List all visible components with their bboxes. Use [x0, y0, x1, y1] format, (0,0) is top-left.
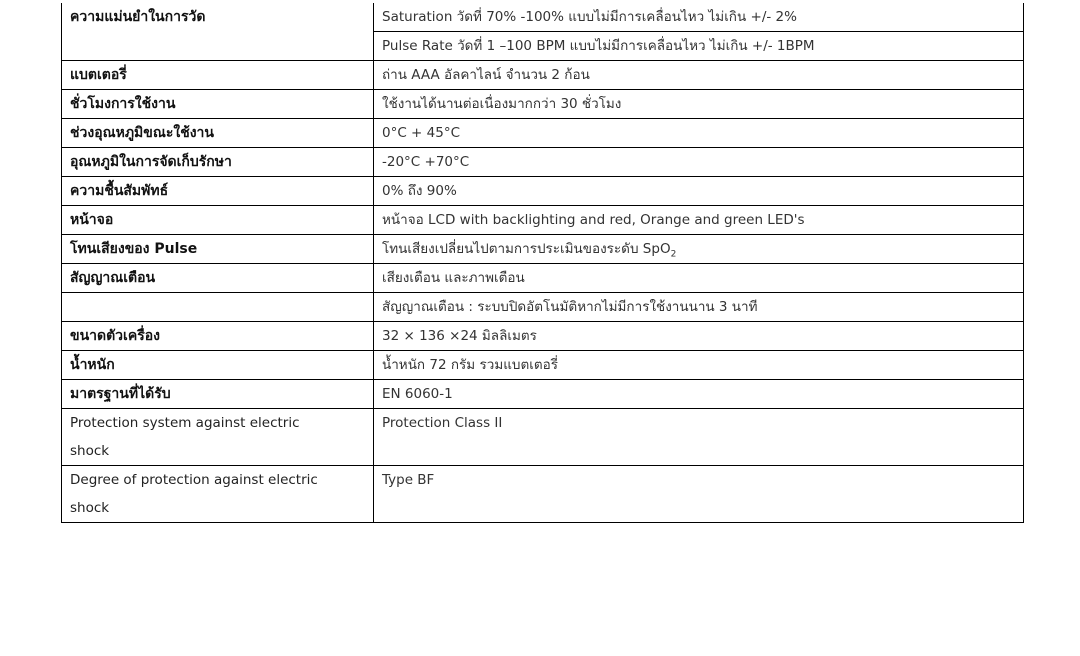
spec-label-battery: แบตเตอรี่: [62, 61, 374, 90]
spec-value-standard: EN 6060-1: [374, 380, 1024, 409]
table-row: [62, 466, 1024, 523]
spec-label-empty: [62, 32, 374, 61]
spec-label-protection-degree-line1: Degree of protection against electric: [70, 472, 318, 488]
spec-value-operating-hours: ใช้งานได้นานต่อเนื่องมากกว่า 30 ชั่วโมง: [374, 90, 1024, 119]
spec-value-protection-system: Protection Class II: [374, 409, 1024, 466]
spec-value-protection-degree: Type BF: [374, 466, 1024, 523]
spec-value-pulse-tone: [374, 235, 1024, 264]
spec-label-weight: น้ำหนัก: [62, 351, 374, 380]
table-row: [62, 293, 1024, 322]
spec-value-battery: ถ่าน AAA อัลคาไลน์ จำนวน 2 ก้อน: [374, 61, 1024, 90]
spec-label-protection-system-line1: Protection system against electric: [70, 415, 300, 431]
spec-label-operating-temperature: ช่วงอุณหภูมิขณะใช้งาน: [62, 119, 374, 148]
spec-value-weight: น้ำหนัก 72 กรัม รวมแบตเตอรี่: [374, 351, 1024, 380]
spec-value-storage-temperature: -20°C +70°C: [374, 148, 1024, 177]
spec-label-humidity: ความชื้นสัมพัทธ์: [62, 177, 374, 206]
spec-label-pulse-tone: โทนเสียงของ Pulse: [62, 235, 374, 264]
spec-label-operating-hours: ชั่วโมงการใช้งาน: [62, 90, 374, 119]
spec-label-display: หน้าจอ: [62, 206, 374, 235]
spec-label-dimensions: ขนาดตัวเครื่อง: [62, 322, 374, 351]
table-row: [62, 119, 1024, 148]
spec-label-protection-degree: [62, 466, 374, 523]
specification-table: [61, 3, 1024, 523]
table-row: [62, 409, 1024, 466]
spec-label-accuracy: ความแม่นยำในการวัด: [62, 3, 374, 32]
table-row: [62, 264, 1024, 293]
table-row: [62, 206, 1024, 235]
table-row: [62, 351, 1024, 380]
spec-value-auto-off: สัญญาณเตือน : ระบบปิดอัตโนมัติหากไม่มีการใช้งานนาน 3 นาที: [374, 293, 1024, 322]
spec-value-display: หน้าจอ LCD with backlighting and red, Orange and green LED's: [374, 206, 1024, 235]
spec-value-pulse-rate: Pulse Rate วัดที่ 1 –100 BPM แบบไม่มีการเคลื่อนไหว ไม่เกิน +/- 1BPM: [374, 32, 1024, 61]
table-row: [62, 90, 1024, 119]
table-row: [62, 32, 1024, 61]
spec-value-saturation: Saturation วัดที่ 70% -100% แบบไม่มีการเคลื่อนไหว ไม่เกิน +/- 2%: [374, 3, 1024, 32]
spec-label-alarm: สัญญาณเตือน: [62, 264, 374, 293]
table-row: [62, 61, 1024, 90]
table-row: [62, 3, 1024, 32]
table-row: [62, 148, 1024, 177]
spec-label-empty: [62, 293, 374, 322]
spec-value-pulse-tone-text: โทนเสียงเปลี่ยนไปตามการประเมินของระดับ SpO: [382, 241, 671, 257]
table-row: [62, 235, 1024, 264]
spec-label-protection-system: [62, 409, 374, 466]
spec-label-protection-system-line2: shock: [70, 443, 110, 459]
spec-value-operating-temperature: 0°C + 45°C: [374, 119, 1024, 148]
table-row: [62, 322, 1024, 351]
spec-value-dimensions: 32 × 136 ×24 มิลลิเมตร: [374, 322, 1024, 351]
spec-label-standard: มาตรฐานที่ได้รับ: [62, 380, 374, 409]
spec-label-protection-degree-line2: shock: [70, 500, 110, 516]
spo2-subscript: 2: [670, 249, 677, 260]
spec-value-alarm: เสียงเตือน และภาพเตือน: [374, 264, 1024, 293]
spec-value-humidity: 0% ถึง 90%: [374, 177, 1024, 206]
spec-label-storage-temperature: อุณหภูมิในการจัดเก็บรักษา: [62, 148, 374, 177]
table-row: [62, 177, 1024, 206]
table-row: [62, 380, 1024, 409]
